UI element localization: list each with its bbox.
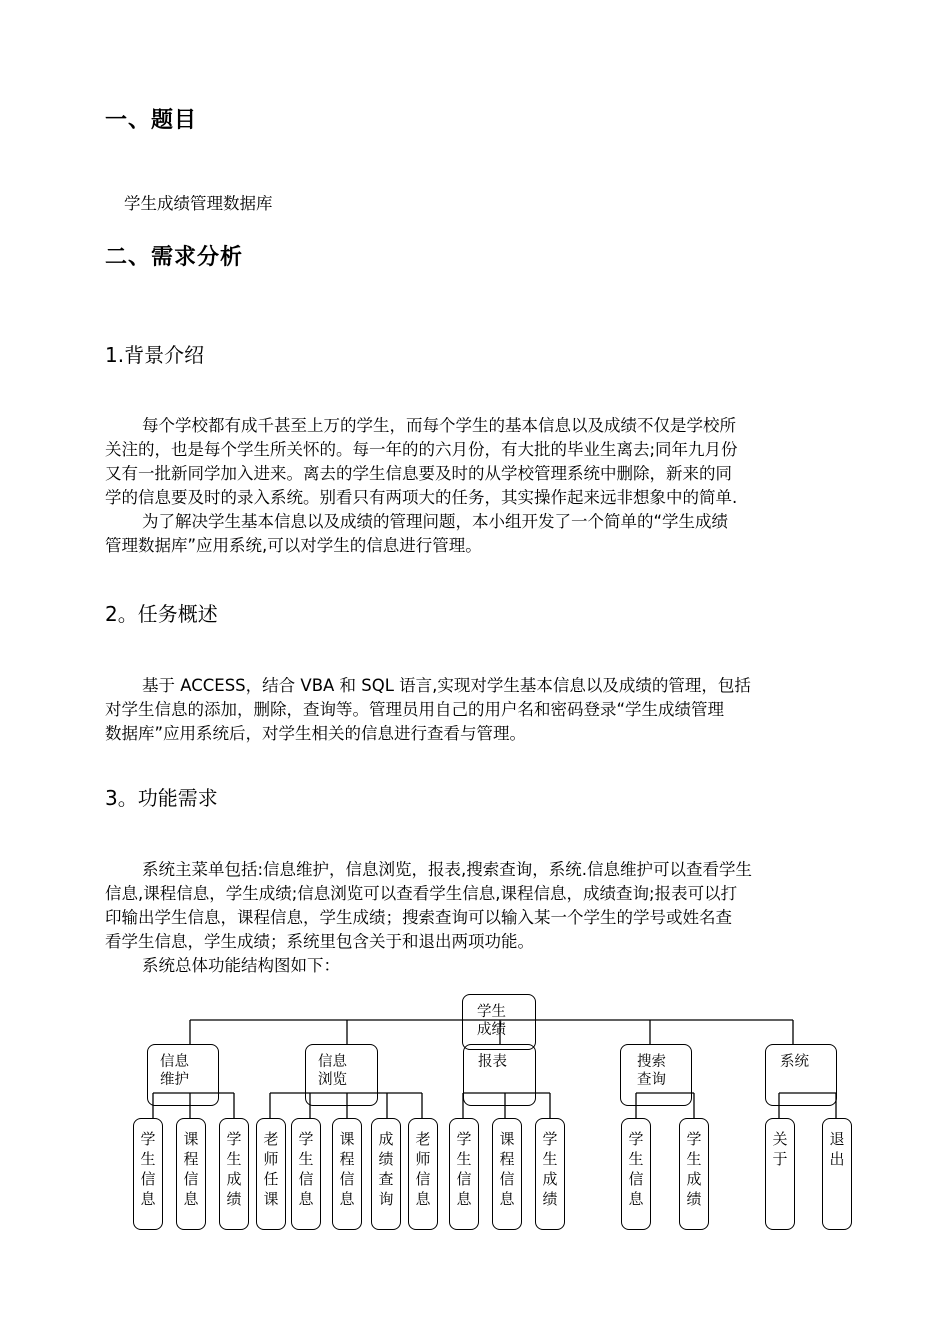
paragraph-line: 信息,课程信息，学生成绩;信息浏览可以查看学生信息,课程信息，成绩查询;报表可以打	[105, 884, 738, 903]
diagram-leaf-node	[176, 1118, 206, 1230]
diagram-leaf-node	[621, 1118, 651, 1230]
diagram-leaf-node	[492, 1118, 522, 1230]
paragraph-line: 基于 ACCESS，结合 VBA 和 SQL 语言,实现对学生基本信息以及成绩的管理，包括	[142, 676, 751, 695]
diagram-leaf-node	[219, 1118, 249, 1230]
diagram-leaf-node	[332, 1118, 362, 1230]
paragraph-line: 系统总体功能结构图如下：	[142, 956, 340, 975]
diagram-leaf-node	[291, 1118, 321, 1230]
diagram-leaf-node	[765, 1118, 795, 1230]
node-label: 学生信息	[298, 1130, 314, 1208]
node-label: 信息维护	[160, 1054, 189, 1088]
diagram-module-node	[463, 1044, 536, 1106]
paragraph-line: 管理数据库”应用系统,可以对学生的信息进行管理。	[105, 536, 482, 555]
section-title-2: 二、需求分析	[105, 245, 244, 270]
node-label: 学生成绩	[226, 1130, 242, 1208]
diagram-leaf-node	[679, 1118, 709, 1230]
node-label: 学生成绩	[477, 1004, 506, 1038]
diagram-leaf-node	[371, 1118, 401, 1230]
paragraph-line: 学的信息要及时的录入系统。别看只有两项大的任务，其实操作起来远非想象中的简单.	[105, 488, 738, 507]
paragraph-line: 关注的，也是每个学生所关怀的。每一年的的六月份，有大批的毕业生离去;同年九月份	[105, 440, 738, 459]
node-label: 课程信息	[183, 1130, 199, 1208]
node-label: 老师任课	[263, 1130, 279, 1208]
node-label: 老师信息	[415, 1130, 431, 1208]
subsection-title-3: 3。功能需求	[105, 786, 218, 810]
diagram-leaf-node	[408, 1118, 438, 1230]
node-label: 报表	[478, 1054, 507, 1070]
node-label: 学生成绩	[542, 1130, 558, 1208]
paragraph-line: 印输出学生信息，课程信息，学生成绩；搜索查询可以输入某一个学生的学号或姓名查	[105, 908, 732, 927]
node-label: 关于	[772, 1130, 788, 1168]
diagram-leaf-node	[256, 1118, 286, 1230]
diagram-leaf-node	[449, 1118, 479, 1230]
subsection-title-2: 2。任务概述	[105, 602, 218, 626]
node-label: 退出	[829, 1130, 845, 1168]
diagram-leaf-node	[822, 1118, 852, 1230]
node-label: 学生信息	[456, 1130, 472, 1208]
node-label: 系统	[780, 1054, 809, 1070]
diagram-leaf-node	[535, 1118, 565, 1230]
subsection-title-1: 1.背景介绍	[105, 343, 205, 367]
paragraph-line: 又有一批新同学加入进来。离去的学生信息要及时的从学校管理系统中删除，新来的同	[105, 464, 732, 483]
node-label: 成绩查询	[378, 1130, 394, 1208]
node-label: 学生成绩	[686, 1130, 702, 1208]
node-label: 信息浏览	[318, 1054, 347, 1088]
node-label: 学生信息	[628, 1130, 644, 1208]
section-title-1: 一、题目	[105, 108, 198, 133]
diagram-module-node	[620, 1044, 692, 1106]
project-title: 学生成绩管理数据库	[124, 194, 273, 213]
paragraph-line: 每个学校都有成千甚至上万的学生，而每个学生的基本信息以及成绩不仅是学校所	[142, 416, 736, 435]
node-label: 搜索查询	[637, 1054, 666, 1088]
diagram-module-node	[765, 1044, 837, 1106]
node-label: 课程信息	[499, 1130, 515, 1208]
paragraph-line: 系统主菜单包括:信息维护，信息浏览，报表,搜索查询，系统.信息维护可以查看学生	[142, 860, 753, 879]
paragraph-line: 对学生信息的添加，删除，查询等。管理员用自己的用户名和密码登录“学生成绩管理	[105, 700, 725, 719]
diagram-root-node	[462, 994, 536, 1050]
diagram-leaf-node	[133, 1118, 163, 1230]
paragraph-line: 看学生信息，学生成绩；系统里包含关于和退出两项功能。	[105, 932, 534, 951]
paragraph-line: 数据库”应用系统后，对学生相关的信息进行查看与管理。	[105, 724, 527, 743]
node-label: 课程信息	[339, 1130, 355, 1208]
node-label: 学生信息	[140, 1130, 156, 1208]
paragraph-line: 为了解决学生基本信息以及成绩的管理问题，本小组开发了一个简单的“学生成绩	[142, 512, 729, 531]
diagram-module-node	[305, 1044, 378, 1106]
diagram-module-node	[147, 1044, 219, 1106]
